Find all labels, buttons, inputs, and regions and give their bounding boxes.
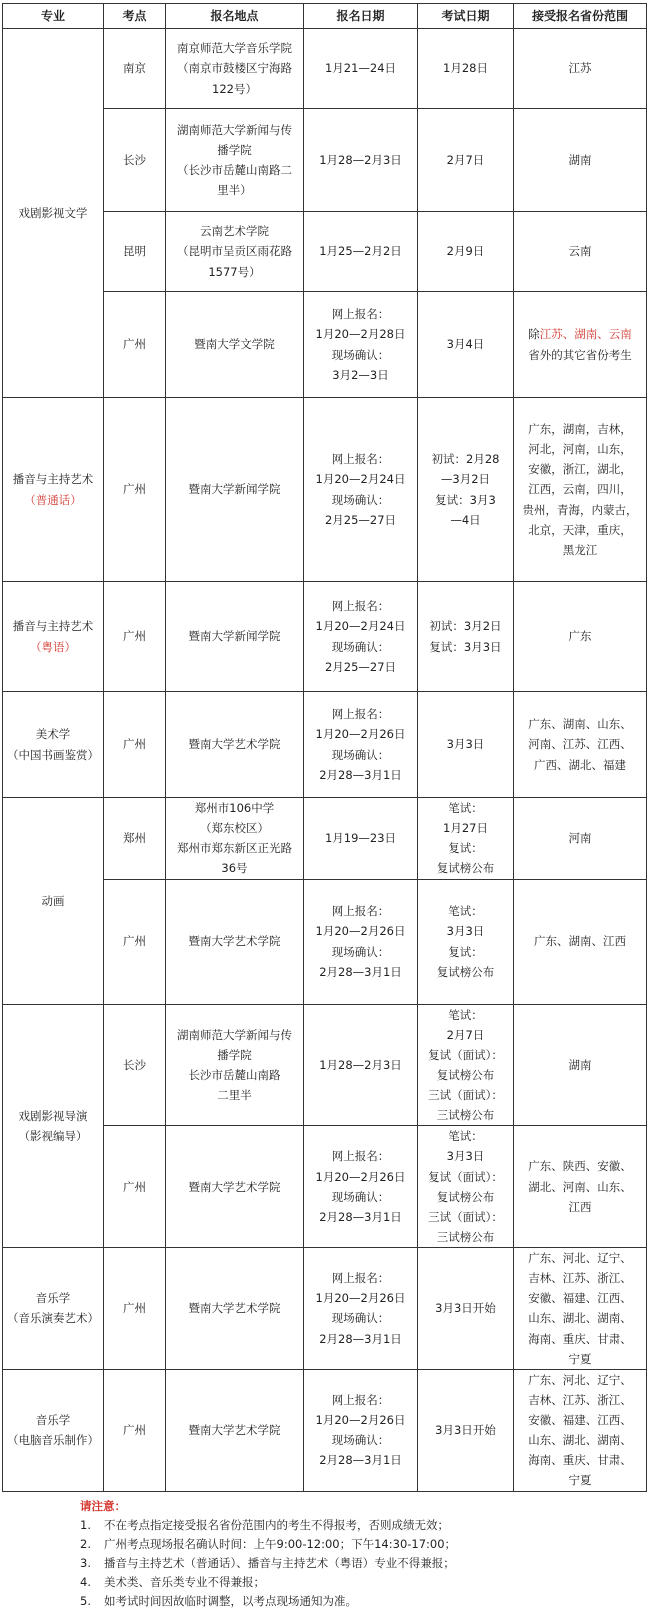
cell-line: 吉林、江苏、浙江、 bbox=[528, 1271, 632, 1286]
cell-line: 3月3日开始 bbox=[435, 1423, 496, 1438]
table-row bbox=[3, 582, 647, 692]
cell-line: 2月28—3月1日 bbox=[319, 1453, 402, 1468]
cell-line: 宁夏 bbox=[568, 1473, 592, 1488]
cell-line: 暨南大学艺术学院 bbox=[188, 1179, 281, 1194]
registration-place-cell bbox=[166, 692, 304, 798]
major-cell bbox=[3, 798, 104, 1005]
registration-date-cell bbox=[304, 798, 418, 880]
cell-line: 三试（面试）： bbox=[428, 1209, 503, 1224]
cell-line: 复试榜公布 bbox=[436, 964, 495, 979]
cell-line: 网上报名： bbox=[331, 707, 390, 722]
cell-line: 2月25—27日 bbox=[324, 659, 397, 674]
cell-line: 1月20—2月24日 bbox=[315, 472, 406, 487]
cell-line: 2月7日 bbox=[446, 1027, 485, 1042]
registration-date-cell bbox=[304, 692, 418, 798]
cell-line: 湖南 bbox=[568, 152, 592, 167]
note-item bbox=[80, 1592, 640, 1611]
cell-line: 昆明 bbox=[123, 244, 146, 259]
cell-line: 里半） bbox=[217, 183, 252, 198]
exam-site-cell bbox=[104, 1369, 166, 1491]
cell-line: 现场确认： bbox=[331, 492, 390, 507]
registration-place-cell bbox=[166, 879, 304, 1004]
cell-line: （电脑音乐制作） bbox=[7, 1433, 99, 1448]
cell-line: 河北，河南，山东， bbox=[528, 442, 632, 457]
cell-line: 广州 bbox=[123, 1301, 146, 1316]
note-number: 4. bbox=[80, 1575, 91, 1589]
table-row bbox=[3, 1248, 647, 1370]
notes-section bbox=[80, 1497, 640, 1611]
header-registration-place: 报名地点 bbox=[166, 4, 304, 29]
cell-line: 3月2—3日 bbox=[332, 367, 389, 382]
cell-line: 长沙市岳麓山南路 bbox=[188, 1067, 281, 1082]
cell-line: 复试榜公布 bbox=[436, 1067, 495, 1082]
cell-line: 吉林、江苏、浙江、 bbox=[528, 1392, 632, 1407]
cell-line: 1577号） bbox=[208, 264, 261, 279]
accepted-provinces-cell bbox=[514, 109, 647, 212]
registration-place-cell bbox=[166, 798, 304, 880]
cell-line: 三试榜公布 bbox=[436, 1229, 495, 1244]
cell-line: 1月28日 bbox=[443, 61, 488, 76]
registration-place-cell bbox=[166, 29, 304, 109]
cell-line: 2月9日 bbox=[446, 244, 485, 259]
note-number: 1. bbox=[80, 1518, 91, 1532]
cell-line: 宁夏 bbox=[568, 1351, 592, 1366]
exam-date-cell bbox=[418, 292, 514, 398]
cell-line: 长沙 bbox=[123, 1057, 146, 1072]
registration-place-cell bbox=[166, 1369, 304, 1491]
table-row bbox=[3, 1369, 647, 1491]
exam-site-cell bbox=[104, 692, 166, 798]
registration-date-cell bbox=[304, 29, 418, 109]
accepted-provinces-cell bbox=[514, 582, 647, 692]
exam-date-cell bbox=[418, 29, 514, 109]
cell-line: 湖北、河南、山东、 bbox=[528, 1179, 632, 1194]
registration-place-cell bbox=[166, 292, 304, 398]
cell-line: 播学院 bbox=[217, 1047, 252, 1062]
accepted-provinces-cell bbox=[514, 879, 647, 1004]
cell-line: 安徽，浙江，湖北， bbox=[528, 462, 632, 477]
cell-line: 复试： bbox=[448, 944, 483, 959]
cell-line: 除 bbox=[528, 327, 540, 342]
major-cell bbox=[3, 1004, 104, 1248]
cell-line: 海南、重庆、甘肃、 bbox=[528, 1453, 632, 1468]
cell-line: 2月25—27日 bbox=[324, 512, 397, 527]
cell-line: 戏剧影视文学 bbox=[18, 205, 88, 220]
accepted-provinces-cell bbox=[514, 398, 647, 582]
cell-line: （影视编导） bbox=[18, 1128, 88, 1143]
cell-line: 云南艺术学院 bbox=[200, 224, 269, 239]
cell-line: 现场确认： bbox=[331, 944, 390, 959]
cell-line: 音乐学 bbox=[35, 1291, 71, 1306]
cell-line: 湖南师范大学新闻与传 bbox=[177, 122, 292, 137]
note-text: 播音与主持艺术（普通话）、播音与主持艺术（粤语）专业不得兼报； bbox=[104, 1556, 455, 1570]
cell-line: 三试（面试）： bbox=[428, 1088, 503, 1102]
note-item bbox=[80, 1516, 640, 1535]
cell-line: 省外的其它省份考生 bbox=[528, 347, 632, 362]
cell-line: 初试：2月28 bbox=[431, 452, 500, 467]
cell-line: 1月25—2月2日 bbox=[319, 244, 402, 259]
cell-line: （郑东校区） bbox=[200, 821, 269, 836]
cell-line: 暨南大学新闻学院 bbox=[188, 629, 281, 644]
cell-line: 3月3日 bbox=[446, 924, 485, 939]
cell-line: 网上报名： bbox=[331, 307, 390, 322]
header-exam-date: 考试日期 bbox=[418, 4, 514, 29]
cell-line: 网上报名： bbox=[331, 452, 390, 467]
cell-line: 暨南大学艺术学院 bbox=[188, 1301, 281, 1316]
cell-line: 湖南 bbox=[568, 1057, 592, 1072]
cell-line: 贵州，青海，内蒙古， bbox=[522, 502, 638, 517]
cell-line: 122号） bbox=[212, 81, 257, 96]
major-cell bbox=[3, 692, 104, 798]
note-item bbox=[80, 1554, 640, 1573]
cell-line: 1月20—2月24日 bbox=[315, 619, 406, 634]
cell-line: 2月7日 bbox=[446, 152, 485, 167]
cell-line: 广州 bbox=[123, 737, 146, 752]
cell-line: 广州 bbox=[123, 482, 146, 497]
cell-line: 安徽、福建、江西、 bbox=[528, 1413, 632, 1427]
cell-line: 1月28—2月3日 bbox=[319, 1057, 402, 1072]
cell-line: 1月20—2月26日 bbox=[315, 1169, 406, 1184]
cell-line: 现场确认： bbox=[331, 1433, 390, 1448]
cell-line: 现场确认： bbox=[331, 1311, 390, 1326]
note-text: 如考试时间因故临时调整，以考点现场通知为准。 bbox=[104, 1594, 357, 1608]
header-registration-date: 报名日期 bbox=[304, 4, 418, 29]
accepted-provinces-cell bbox=[514, 798, 647, 880]
note-number: 2. bbox=[80, 1537, 91, 1551]
cell-line: 江西，云南，四川， bbox=[528, 482, 632, 497]
cell-line: 暨南大学艺术学院 bbox=[188, 934, 281, 949]
exam-site-cell bbox=[104, 109, 166, 212]
registration-date-cell bbox=[304, 292, 418, 398]
cell-line: 网上报名： bbox=[331, 599, 390, 614]
cell-line: 河南 bbox=[568, 831, 592, 846]
exam-date-cell bbox=[418, 212, 514, 292]
cell-line: 初试：3月2日 bbox=[429, 619, 502, 634]
cell-line: 江西 bbox=[568, 1199, 592, 1214]
exam-date-cell bbox=[418, 879, 514, 1004]
registration-place-cell bbox=[166, 582, 304, 692]
cell-line: 1月27日 bbox=[443, 821, 488, 836]
cell-line: 3月3日 bbox=[446, 737, 485, 752]
cell-line: 复试：3月3 bbox=[435, 492, 496, 507]
registration-date-cell bbox=[304, 109, 418, 212]
exam-site-cell bbox=[104, 1248, 166, 1370]
cell-line: 播学院 bbox=[217, 142, 252, 157]
exam-site-cell bbox=[104, 212, 166, 292]
cell-line: 3月3日开始 bbox=[435, 1301, 496, 1316]
cell-line: 暨南大学新闻学院 bbox=[188, 482, 281, 497]
cell-line: 广东、湖南、江西 bbox=[534, 934, 626, 949]
exam-date-cell bbox=[418, 398, 514, 582]
registration-date-cell bbox=[304, 212, 418, 292]
major-cell bbox=[3, 1369, 104, 1491]
exam-site-cell bbox=[104, 1126, 166, 1248]
cell-line: 笔试： bbox=[448, 1007, 483, 1022]
cell-line: 3月3日 bbox=[446, 1149, 485, 1164]
registration-place-cell bbox=[166, 109, 304, 212]
registration-place-cell bbox=[166, 1004, 304, 1126]
cell-line: 北京，天津，重庆， bbox=[528, 522, 632, 537]
cell-line: 1月21—24日 bbox=[324, 61, 397, 76]
major-cell bbox=[3, 29, 104, 398]
header-exam-site: 考点 bbox=[104, 4, 166, 29]
cell-line: 暨南大学文学院 bbox=[194, 337, 275, 352]
major-cell bbox=[3, 582, 104, 692]
cell-line: （南京市鼓楼区宁海路 bbox=[177, 61, 292, 76]
cell-line: 广西、湖北、福建 bbox=[534, 757, 626, 772]
cell-line: 广州 bbox=[123, 629, 146, 644]
note-number: 3. bbox=[80, 1556, 91, 1570]
cell-line: 复试（面试）： bbox=[428, 1047, 503, 1062]
cell-line: 复试榜公布 bbox=[436, 861, 495, 876]
cell-line: 广东，湖南，吉林， bbox=[528, 422, 632, 437]
note-item bbox=[80, 1573, 640, 1592]
exam-date-cell bbox=[418, 1369, 514, 1491]
cell-line: 长沙 bbox=[123, 152, 146, 167]
cell-line: 海南、重庆、甘肃、 bbox=[528, 1331, 632, 1346]
cell-line: 笔试： bbox=[448, 1129, 483, 1144]
cell-line: 2月28—3月1日 bbox=[319, 964, 402, 979]
cell-line: 郑州市106中学 bbox=[194, 801, 275, 815]
cell-line: 笔试： bbox=[448, 801, 483, 815]
cell-line: 南京师范大学音乐学院 bbox=[177, 41, 292, 56]
cell-line: 网上报名： bbox=[331, 904, 390, 919]
note-item bbox=[80, 1535, 640, 1554]
cell-line: 广东、湖南、山东、 bbox=[528, 717, 632, 732]
table-header-row bbox=[3, 4, 647, 29]
accepted-provinces-cell bbox=[514, 1126, 647, 1248]
exam-date-cell bbox=[418, 1004, 514, 1126]
cell-line: 1月20—2月26日 bbox=[315, 1291, 406, 1306]
cell-line: 2月28—3月1日 bbox=[319, 767, 402, 782]
exam-site-cell bbox=[104, 879, 166, 1004]
cell-line: 1月20—2月26日 bbox=[315, 727, 406, 742]
exam-schedule-table bbox=[2, 3, 647, 1492]
cell-line: 复试：3月3日 bbox=[429, 639, 502, 654]
exam-date-cell bbox=[418, 1248, 514, 1370]
cell-line: 音乐学 bbox=[35, 1413, 71, 1427]
cell-line: 暨南大学艺术学院 bbox=[188, 1423, 281, 1438]
notes-title: 请注意： bbox=[80, 1499, 126, 1513]
exam-site-cell bbox=[104, 29, 166, 109]
accepted-provinces-cell bbox=[514, 29, 647, 109]
cell-line: 动画 bbox=[41, 893, 65, 908]
table-row bbox=[3, 798, 647, 880]
note-number: 5. bbox=[80, 1594, 91, 1608]
cell-line: 广东、河北、辽宁、 bbox=[528, 1251, 632, 1265]
cell-line: 暨南大学艺术学院 bbox=[188, 737, 281, 752]
table-row bbox=[3, 1004, 647, 1126]
major-note: （粤语） bbox=[30, 639, 76, 654]
cell-line: 网上报名： bbox=[331, 1392, 390, 1407]
cell-line: —3月2日 bbox=[440, 472, 491, 487]
cell-line: 南京 bbox=[123, 61, 146, 76]
registration-place-cell bbox=[166, 1248, 304, 1370]
cell-line: 山东、湖北、湖南、 bbox=[528, 1311, 632, 1326]
table-row bbox=[3, 398, 647, 582]
registration-date-cell bbox=[304, 1248, 418, 1370]
exam-date-cell bbox=[418, 1126, 514, 1248]
cell-line: 郑州 bbox=[123, 831, 146, 846]
cell-line: 现场确认： bbox=[331, 747, 390, 762]
header-accepted-provinces: 接受报名省份范围 bbox=[514, 4, 647, 29]
cell-line: 1月20—2月28日 bbox=[315, 327, 406, 342]
exam-date-cell bbox=[418, 798, 514, 880]
cell-line: 广东、河北、辽宁、 bbox=[528, 1372, 632, 1387]
exam-date-cell bbox=[418, 109, 514, 212]
cell-line: 网上报名： bbox=[331, 1149, 390, 1164]
cell-line: 笔试： bbox=[448, 904, 483, 919]
exam-site-cell bbox=[104, 798, 166, 880]
exam-date-cell bbox=[418, 692, 514, 798]
cell-line: 3月4日 bbox=[446, 337, 485, 352]
cell-line: 广州 bbox=[123, 1423, 146, 1438]
table-row bbox=[3, 692, 647, 798]
excluded-provinces: 江苏、湖南、云南 bbox=[539, 327, 632, 342]
header-major: 专业 bbox=[3, 4, 104, 29]
major-cell bbox=[3, 398, 104, 582]
registration-date-cell bbox=[304, 582, 418, 692]
cell-line: 二里半 bbox=[217, 1088, 252, 1102]
cell-line: 现场确认： bbox=[331, 1189, 390, 1204]
cell-line: 网上报名： bbox=[331, 1271, 390, 1286]
accepted-provinces-cell bbox=[514, 1248, 647, 1370]
major-cell bbox=[3, 1248, 104, 1370]
cell-line: —4日 bbox=[450, 512, 481, 527]
note-text: 广州考点现场报名确认时间：上午9:00-12:00；下午14:30-17:00； bbox=[104, 1537, 457, 1551]
registration-place-cell bbox=[166, 1126, 304, 1248]
cell-line: 1月28—2月3日 bbox=[319, 152, 402, 167]
cell-line: 1月19—23日 bbox=[324, 831, 397, 846]
cell-line: 湖南师范大学新闻与传 bbox=[177, 1027, 292, 1042]
note-text: 不在考点指定接受报名省份范围内的考生不得报考，否则成绩无效； bbox=[104, 1518, 449, 1532]
registration-date-cell bbox=[304, 879, 418, 1004]
accepted-provinces-cell bbox=[514, 292, 647, 398]
accepted-provinces-cell bbox=[514, 1004, 647, 1126]
cell-line: 河南、江苏、江西、 bbox=[528, 737, 632, 752]
accepted-provinces-cell bbox=[514, 692, 647, 798]
cell-line: 戏剧影视导演 bbox=[18, 1108, 88, 1123]
cell-line: 播音与主持艺术 bbox=[12, 472, 94, 487]
exam-site-cell bbox=[104, 398, 166, 582]
cell-line: 1月20—2月26日 bbox=[315, 924, 406, 939]
cell-line: 广东 bbox=[568, 629, 592, 644]
cell-line: 复试（面试）： bbox=[428, 1169, 503, 1184]
cell-line: 广州 bbox=[123, 337, 146, 352]
registration-place-cell bbox=[166, 398, 304, 582]
cell-line: 安徽、福建、江西、 bbox=[528, 1291, 632, 1306]
cell-line: 现场确认： bbox=[331, 639, 390, 654]
cell-line: 广州 bbox=[123, 934, 146, 949]
cell-line: 36号 bbox=[221, 861, 248, 876]
cell-line: 美术学 bbox=[35, 727, 71, 742]
cell-line: 广东、陕西、安徽、 bbox=[528, 1159, 632, 1174]
cell-line: 2月28—3月1日 bbox=[319, 1209, 402, 1224]
accepted-provinces-cell bbox=[514, 1369, 647, 1491]
cell-line: 2月28—3月1日 bbox=[319, 1331, 402, 1346]
cell-line: 现场确认： bbox=[331, 347, 390, 362]
cell-line: 三试榜公布 bbox=[436, 1108, 495, 1123]
registration-date-cell bbox=[304, 1004, 418, 1126]
cell-line: 播音与主持艺术 bbox=[12, 619, 94, 634]
table-row bbox=[3, 29, 647, 109]
cell-line: （昆明市呈贡区雨花路 bbox=[177, 244, 292, 259]
cell-line: 郑州市郑东新区正光路 bbox=[177, 841, 292, 856]
registration-date-cell bbox=[304, 1369, 418, 1491]
cell-line: （中国书画鉴赏） bbox=[7, 747, 99, 762]
cell-line: 黑龙江 bbox=[562, 542, 598, 557]
cell-line: （长沙市岳麓山南路二 bbox=[177, 163, 292, 177]
exam-site-cell bbox=[104, 1004, 166, 1126]
registration-place-cell bbox=[166, 212, 304, 292]
cell-line: （音乐演奏艺术） bbox=[7, 1311, 99, 1326]
cell-line: 复试榜公布 bbox=[436, 1189, 495, 1204]
major-note: （普通话） bbox=[24, 492, 82, 507]
cell-line: 1月20—2月26日 bbox=[315, 1413, 406, 1427]
exam-date-cell bbox=[418, 582, 514, 692]
registration-date-cell bbox=[304, 1126, 418, 1248]
registration-date-cell bbox=[304, 398, 418, 582]
exam-site-cell bbox=[104, 292, 166, 398]
cell-line: 广州 bbox=[123, 1179, 146, 1194]
cell-line: 江苏 bbox=[568, 61, 592, 76]
cell-line: 山东、湖北、湖南、 bbox=[528, 1433, 632, 1448]
cell-line: 云南 bbox=[568, 244, 592, 259]
cell-line: 复试： bbox=[448, 841, 483, 856]
exam-site-cell bbox=[104, 582, 166, 692]
accepted-provinces-cell bbox=[514, 212, 647, 292]
note-text: 美术类、音乐类专业不得兼报； bbox=[104, 1575, 265, 1589]
